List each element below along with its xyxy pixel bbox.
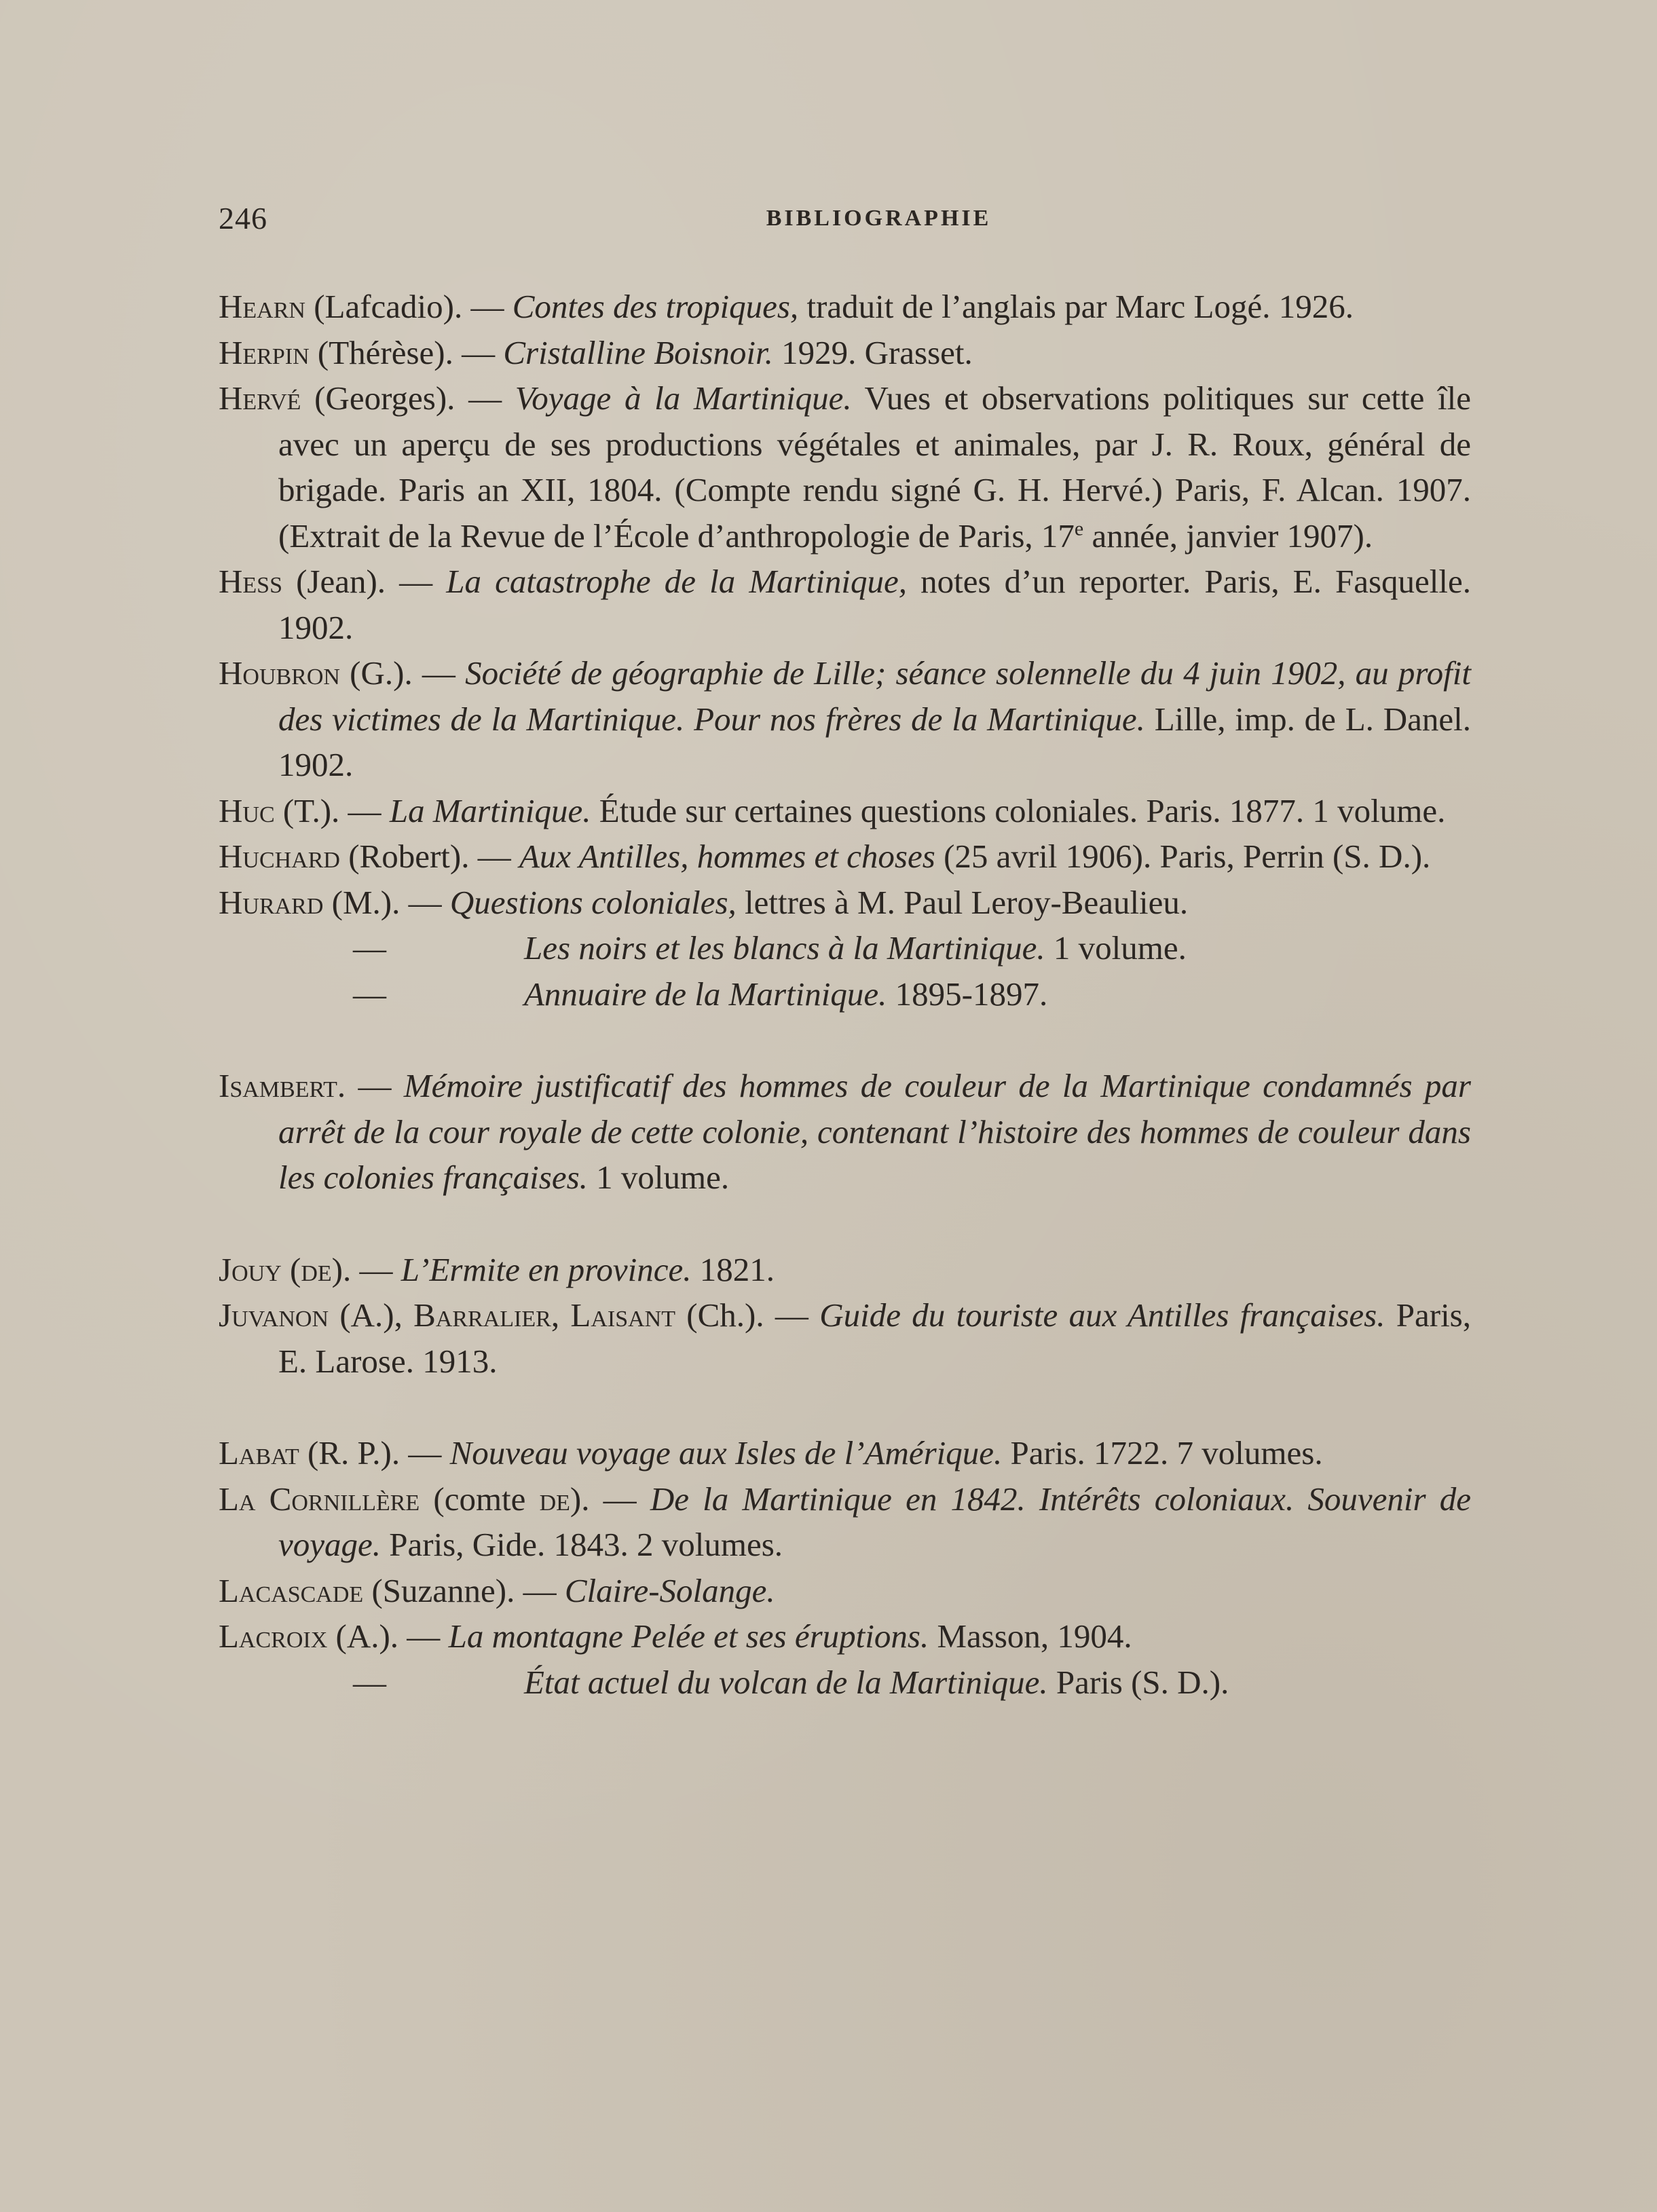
entry-hurard: Hurard (M.). — Questions coloniales, lettres à M. Paul Leroy-Beaulieu.: [219, 883, 1189, 921]
entry-author: Houbron: [219, 654, 340, 692]
entry-author: Hearn: [219, 288, 305, 325]
entry-title: Cristalline Boisnoir.: [503, 333, 773, 371]
entry-houbron: Houbron (G.). — Société de géographie de Lille; séance solennelle du 4 juin 1902, au profit des victimes de la Martinique. Pour nos frères de la Martinique. Lille, imp. de L. Danel. 1902.: [219, 654, 1471, 783]
entry-la-cornillere: La Cornillère (comte de). — De la Martinique en 1842. Intérêts coloniaux. Souvenir de voyage. Paris, Gide. 1843. 2 volumes.: [219, 1480, 1472, 1563]
entry-author: Huc: [219, 791, 275, 829]
entry-author: Hess: [219, 563, 282, 600]
entry-lacroix-sub: — État actuel du volcan de la Martinique. Paris (S. D.).: [219, 1660, 1471, 1706]
entry-hess: Hess (Jean). — La catastrophe de la Martinique, notes d’un reporter. Paris, E. Fasquelle. 1902.: [219, 563, 1471, 646]
entry-author: Hurard: [219, 883, 324, 921]
entry-title: Contes des tropiques,: [512, 288, 799, 325]
entry-author: Lacroix: [219, 1617, 328, 1655]
entry-lacascade: Lacascade (Suzanne). — Claire-Solange.: [219, 1571, 775, 1609]
entry-author: Huchard: [219, 838, 340, 875]
entry-huc: Huc (T.). — La Martinique. Étude sur certaines questions coloniales. Paris. 1877. 1 volume.: [219, 791, 1446, 829]
entry-title: Claire-Solange.: [564, 1571, 775, 1609]
entry-title: Annuaire de la Martinique.: [524, 975, 887, 1013]
ditto-dash: —: [353, 975, 386, 1013]
entry-author: Isambert: [219, 1067, 337, 1104]
entry-title: La Martinique.: [389, 791, 591, 829]
entry-title: Questions coloniales,: [449, 883, 737, 921]
entry-jouy: Jouy (de). — L’Ermite en province. 1821.: [219, 1250, 775, 1288]
ditto-dash: —: [353, 929, 386, 967]
entry-herpin: Herpin (Thérèse). — Cristalline Boisnoir. 1929. Grasset.: [219, 333, 973, 371]
running-head: [219, 200, 1471, 241]
entry-author: La Cornillère: [219, 1480, 420, 1518]
entry-title: La montagne Pelée et ses éruptions.: [448, 1617, 929, 1655]
bibliography-list: [219, 284, 1471, 1705]
entry-juvanon: Juvanon (A.), Barralier, Laisant (Ch.). — Guide du touriste aux Antilles françaises. Paris, E. Larose. 1913.: [219, 1296, 1472, 1380]
entry-title: Les noirs et les blancs à la Martinique.: [524, 929, 1045, 967]
page-number: 246: [219, 201, 267, 236]
entry-author: Hervé: [219, 379, 301, 417]
entry-huchard: Huchard (Robert). — Aux Antilles, hommes et choses (25 avril 1906). Paris, Perrin (S. D.).: [219, 838, 1431, 875]
entry-isambert: Isambert. — Mémoire justificatif des hommes de couleur de la Martinique condamnés par arrêt de la cour royale de cette colonie, contenant l’histoire des hommes de couleur dans les colonies françaises. 1 volume.: [219, 1067, 1471, 1196]
entry-title: Société de géographie de Lille; séance solennelle du 4 juin 1902, au profit des victimes de la Martinique. Pour nos frères de la Martinique.: [278, 654, 1471, 738]
entry-author: Jouy: [219, 1250, 282, 1288]
entry-herve: Hervé (Georges). — Voyage à la Martinique. Vues et observations politiques sur cette île avec un aperçu de ses productions végétales et animales, par J. R. Roux, général de brigade. Paris an XII, 1804. (Compte rendu signé G. H. Hervé.) Paris, F. Alcan. 1907. (Extrait de la Revue de l’École d’anthropologie de Paris, 17e année, janvier 1907).: [219, 379, 1471, 555]
entry-author: Labat: [219, 1434, 299, 1471]
entry-labat: Labat (R. P.). — Nouveau voyage aux Isles de l’Amérique. Paris. 1722. 7 volumes.: [219, 1434, 1323, 1471]
section-gap: [219, 1384, 1471, 1430]
entry-author: Herpin: [219, 333, 310, 371]
entry-title: Mémoire justificatif des hommes de couleur de la Martinique condamnés par arrêt de la cour royale de cette colonie, contenant l’histoire des hommes de couleur dans les colonies françaises.: [278, 1067, 1471, 1196]
entry-author: Lacascade: [219, 1571, 364, 1609]
entry-title: État actuel du volcan de la Martinique.: [524, 1663, 1048, 1701]
entry-title: Aux Antilles, hommes et choses: [519, 838, 935, 875]
entry-hurard-sub-2: — Annuaire de la Martinique. 1895-1897.: [219, 971, 1471, 1017]
section-gap: [219, 1201, 1471, 1247]
entry-title: Nouveau voyage aux Isles de l’Amérique.: [449, 1434, 1003, 1471]
entry-author: Juvanon: [219, 1296, 329, 1334]
entry-lacroix: Lacroix (A.). — La montagne Pelée et ses éruptions. Masson, 1904.: [219, 1617, 1132, 1655]
entry-title: Guide du touriste aux Antilles françaises.: [819, 1296, 1385, 1334]
entry-title: Voyage à la Martinique.: [515, 379, 852, 417]
running-title: BIBLIOGRAPHIE: [766, 206, 992, 231]
ditto-dash: —: [353, 1663, 386, 1701]
entry-title: De la Martinique en 1842. Intérêts coloniaux. Souvenir de voyage.: [278, 1480, 1472, 1563]
section-gap: [219, 1017, 1471, 1063]
entry-title: L’Ermite en province.: [401, 1250, 692, 1288]
entry-hearn: Hearn (Lafcadio). — Contes des tropiques, traduit de l’anglais par Marc Logé. 1926.: [219, 288, 1354, 325]
entry-title: La catastrophe de la Martinique,: [446, 563, 908, 600]
entry-hurard-sub-1: — Les noirs et les blancs à la Martinique. 1 volume.: [219, 925, 1471, 971]
